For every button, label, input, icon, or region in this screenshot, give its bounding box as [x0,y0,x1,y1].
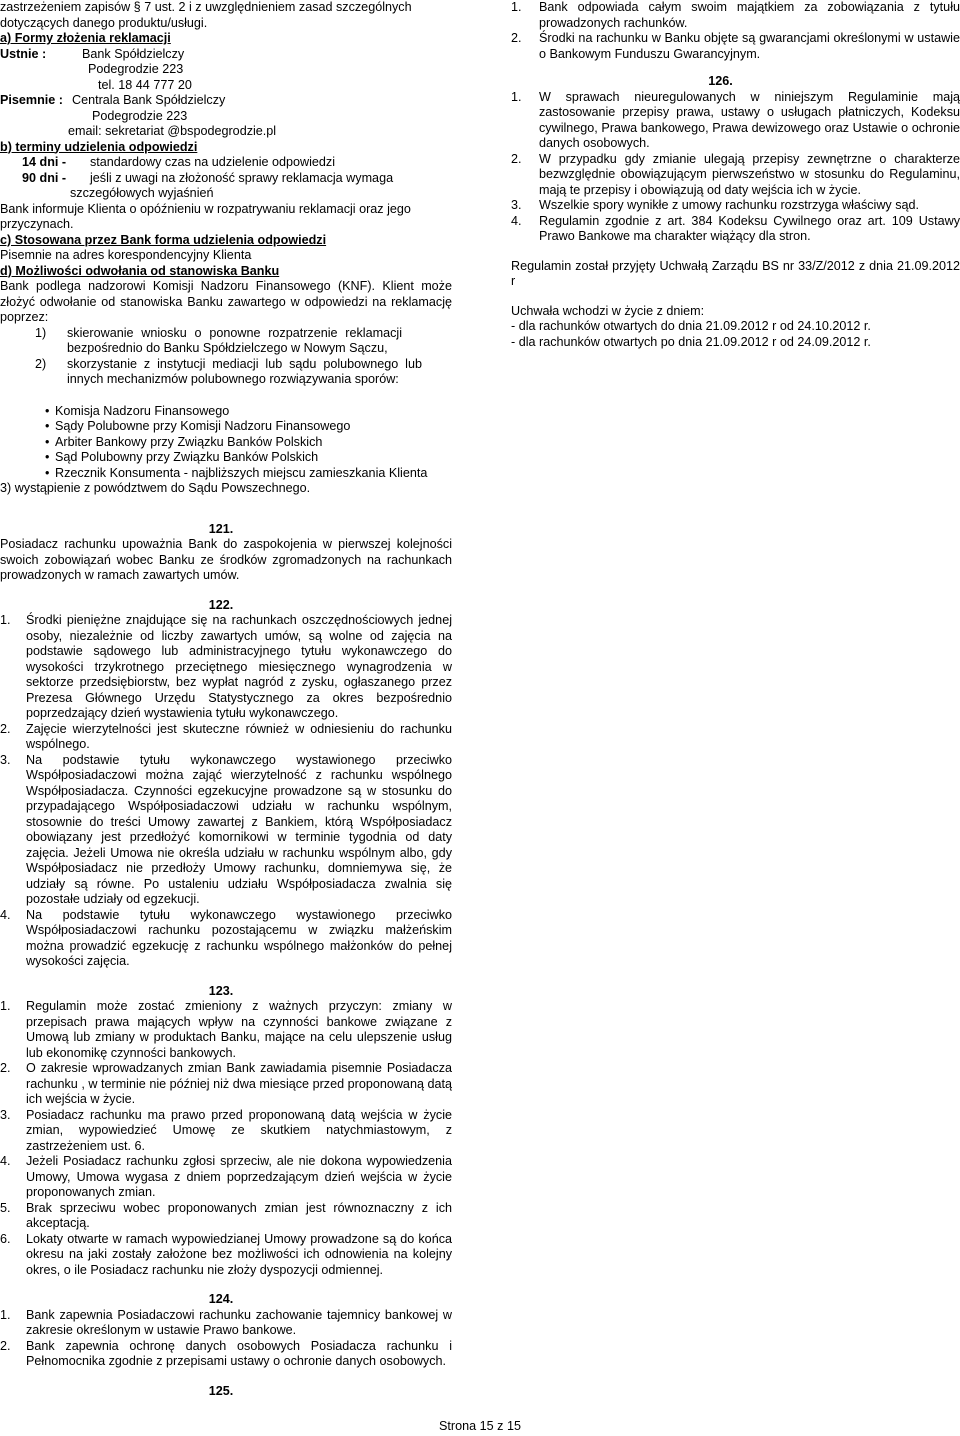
pisemnie-block [0,93,452,109]
right-column [511,0,960,350]
section-126-item: 2. W przypadku gdy zmianie ulegają przepisy zewnętrzne o charakterze bezwzględnie obowiązującym pierwszeństwo w stosunku do Regulaminu, mają te przepisy i obowiązują od daty wejścia ich w życie. [511,151,960,197]
heading-a: a) Formy złożenia reklamacji [0,31,171,45]
d-item-2 [0,357,452,388]
term-90-label: 90 dni - [22,170,67,185]
pisemnie-line-1: Centrala Bank Spółdzielczy [72,93,226,107]
section-122-item: 4. Na podstawie tytułu wykonawczego wystawionego przeciwko Współposiadaczowi rachunku pozostającemu w związku małżeńskim można prowadzić egzekucję z rachunku wspólnego małżonków do pełnej wysokości zajęcia. [0,907,452,968]
term-90-line-1: jeśli z uwagi na złożoność sprawy reklamacja wymaga [90,170,394,185]
effective-line-1: - dla rachunków otwartych do dnia 21.09.2012 r od 24.10.2012 r. [511,319,871,333]
informuje-text: Bank informuje Klienta o opóźnieniu w rozpatrywaniu reklamacji oraz jego przyczynach. [0,201,411,231]
bullet-icon: • [45,465,50,480]
term-90 [0,171,452,187]
bullet-icon: • [45,419,50,433]
pisemnie-line-3: email: sekretariat @bspodegrodzie.pl [68,124,277,138]
intro-line-2: dotyczących danego produktu/usługi. [0,15,208,30]
ustnie-line-3: tel. 18 44 777 20 [98,77,192,92]
section-123-item: 3. Posiadacz rachunku ma prawo przed proponowaną datą wejścia w życie zmian, wypowiedzieć Umowę ze skutkiem natychmiastowym, z zastrzeżeniem ust. 6. [0,1107,452,1153]
section-122-item: 3. Na podstawie tytułu wykonawczego wystawionego przeciwko Współposiadaczowi można zająć wierzytelność z rachunku wspólnego Współposiadacza. Czynności egzekucyjne prowadzone są w stosunku do przypadającego Współposiadaczowi udziału w rachunku wspólnym, stosownie do treści Umowy zawartej z Bankiem, którą Współposiadacz obowiązany jest przedłożyć komornikowi w terminie tygodnia od daty zajęcia. Jeżeli Umowa nie określa udziału w rachunku wspólnym albo, gdy Współposiadacz nie przedłoży Umowy rachunku, domniemywa się, że udziały są równe. Po ustaleniu udziału Współposiadacza zwalnia się pozostałe udziały od egzekucji. [0,752,452,906]
section-126-title: 126. [708,74,733,88]
section-123-item: 6. Lokaty otwarte w ramach wypowiedzianej Umowy prowadzone są do końca okresu na jaki zostały założone bez możliwości ich odnowienia na kolejny okres, o ile Posiadacz rachunku nie złoży dyspozycji odmiennej. [0,1231,452,1277]
effective-line-2: - dla rachunków otwartych po dnia 21.09.2012 r od 24.09.2012 r. [511,334,871,349]
pisemnie-line-2: Podegrodzie 223 [92,108,188,123]
section-122-item: 2. Zajęcie wierzytelności jest skuteczne również w odniesieniu do rachunku wspólnego. [0,721,452,751]
ustnie-block [0,47,452,63]
bullet-item: • Sądy Polubowne przy Komisji Nadzoru Finansowego [0,419,452,435]
heading-c: c) Stosowana przez Bank forma udzielenia odpowiedzi [0,232,327,247]
heading-d: d) Możliwości odwołania od stanowiska Banku [0,263,280,278]
section-122-item: 1. Środki pieniężne znajdujące się na rachunkach oszczędnościowych jednej osoby, niezależnie od liczby zawartych umów, są wolne od zajęcia na podstawie sądowego lub administracyjnego tytułu wykonawczego do wysokości trzykrotnego przeciętnego miesięcznego wynagrodzenia w sektorze przedsiębiorstw, bez wypłat nagród z zysku, ogłaszanego przez Prezesa Głównego Urzędu Statystycznego za okres bezpośrednio poprzedzający dzień wystawienia tytułu wykonawczego. [0,613,452,720]
section-123-item: 4. Jeżeli Posiadacz rachunku zgłosi sprzeciw, ale nie dokona wypowiedzenia Umowy, Umowa wygasa z dniem poprzedzającym dzień wejścia w życie proponowanych zmian. [0,1154,452,1199]
d-item-2-text: skorzystanie z instytucji mediacji lub sądu polubownego lub innych mechanizmów polubownego rozwiązywania sporów: [67,356,422,386]
top-item: 2. Środki na rachunku w Banku objęte są gwarancjami określonymi w ustawie o Bankowym Funduszu Gwarancyjnym. [511,31,960,61]
term-14-label: 14 dni - [22,155,67,169]
d-item-2-num: 2) [35,356,47,371]
adopted-text: Regulamin został przyjęty Uchwałą Zarządu BS nr 33/Z/2012 z dnia 21.09.2012 r [511,258,960,288]
section-124-item: 2. Bank zapewnia ochronę danych osobowych Posiadacza rachunku i Pełnomocnika zgodnie z przepisami ustawy o ochronie danych osobowych. [0,1338,452,1368]
section-124-title: 124. [208,1292,234,1306]
left-column [0,0,452,1399]
pisemnie-label: Pisemnie : [0,93,63,107]
term-14-text: standardowy czas na udzielenie odpowiedzi [90,155,336,169]
section-121-text: Posiadacz rachunku upoważnia Bank do zaspokojenia w pierwszej kolejności swoich zobowiązań wobec Banku ze środków zgromadzonych na rachunkach prowadzonych w ramach zawartych umów. [0,537,452,582]
page-footer: Strona 15 z 15 [439,1419,521,1433]
bullet-icon: • [45,450,50,464]
d-item-1 [0,326,452,357]
section-124-item: 1. Bank zapewnia Posiadaczowi rachunku zachowanie tajemnicy bankowej w zakresie określonym w ustawie Prawo bankowe. [0,1307,452,1337]
section-126-item: 1. W sprawach nieuregulowanych w niniejszym Regulaminie mają zastosowanie przepisy prawa, ustawy o usługach płatniczych, Kodeksu cywilnego, Prawa bankowego, Prawa dewizowego oraz Ustawie o ochronie danych osobowych. [511,89,960,150]
ustnie-label: Ustnie : [0,46,47,61]
term-90-line-2: szczegółowych wyjaśnień [70,186,214,200]
top-item: 1. Bank odpowiada całym swoim majątkiem za zobowiązania z tytułu prowadzonych rachunków. [511,0,960,30]
bullet-icon: • [45,434,50,449]
section-121-title: 121. [208,521,234,536]
ustnie-line-2: Podegrodzie 223 [88,62,184,76]
term-14 [0,155,452,171]
section-122-title: 122. [208,597,234,612]
d-text: Bank podlega nadzorowi Komisji Nadzoru Finansowego (KNF). Klient może złożyć odwołanie od stanowiska Banku zawartego w odpowiedzi na reklamację poprzez: [0,279,452,324]
effective-heading: Uchwała wchodzi w życie z dniem: [511,303,705,318]
section-123-item: 1. Regulamin może zostać zmieniony z ważnych przyczyn: zmiany w przepisach prawa mających wpływ na czynności bankowe związane z Umową lub zmiany w produktach Banku, mające na celu ulepszenie usług lub ekonomikę czynności bankowych. [0,999,452,1060]
section-123-title: 123. [208,983,234,998]
d-item-1-text: skierowanie wniosku o ponowne rozpatrzenie reklamacji bezpośrednio do Banku Spółdzielczego w Nowym Sączu, [67,325,402,355]
bullet-item: • Sąd Polubowny przy Związku Banków Polskich [0,450,452,466]
c-text: Pisemnie na adres korespondencyjny Klienta [0,248,252,262]
bullet-item: • Arbiter Bankowy przy Związku Banków Polskich [0,435,452,451]
ustnie-line-1: Bank Spółdzielczy [82,46,185,61]
section-123-item: 5. Brak sprzeciwu wobec proponowanych zmian jest równoznaczny z ich akceptacją. [0,1200,452,1230]
section-126-item: 4. Regulamin zgodnie z art. 384 Kodeksu Cywilnego oraz art. 109 Ustawy Prawo Bankowe ma charakter wiążący dla stron. [511,213,960,243]
section-125-title: 125. [208,1383,234,1398]
bullet-item: • Komisja Nadzoru Finansowego [0,404,452,420]
section-123-item: 2. O zakresie wprowadzanych zmian Bank zawiadamia pisemnie Posiadacza rachunku , w terminie nie później niż dwa miesiące przed proponowaną datą ich wejścia w życie. [0,1061,452,1106]
section-126-item: 3. Wszelkie spory wynikłe z umowy rachunku rozstrzyga właściwy sąd. [511,198,920,212]
intro-line-1: zastrzeżeniem zapisów § 7 ust. 2 i z uwzględnieniem zasad szczególnych [0,0,412,14]
d-item-3: 3) wystąpienie z powództwem do Sądu Powszechnego. [0,481,311,495]
bullet-icon: • [45,403,50,418]
d-item-1-num: 1) [35,325,47,340]
heading-b: b) terminy udzielenia odpowiedzi [0,139,198,154]
bullet-item: • Rzecznik Konsumenta - najbliższych miejscu zamieszkania Klienta [0,466,452,482]
